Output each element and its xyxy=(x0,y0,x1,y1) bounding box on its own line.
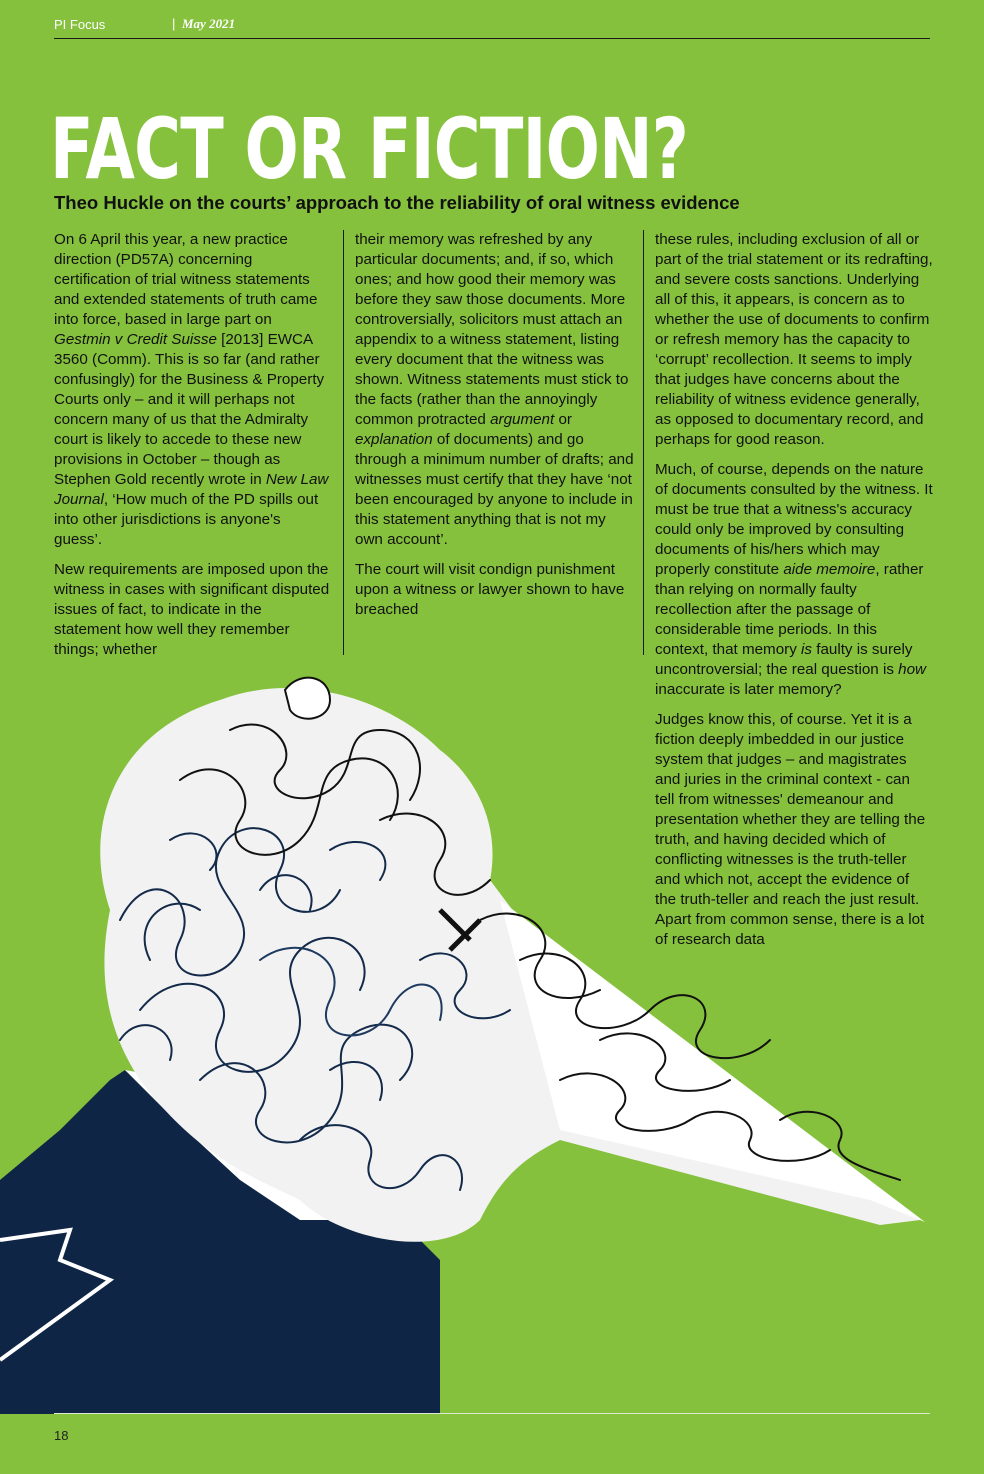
publication-name: PI Focus xyxy=(54,17,106,32)
article-subtitle: Theo Huckle on the courts’ approach to the reliability of oral witness evidence xyxy=(54,192,740,213)
issue-date: May 2021 xyxy=(182,16,236,31)
col1-paragraph-2: New requirements are imposed upon the witness in cases with significant disputed issues of fact, to indicate in the statement how well they remember things; whether xyxy=(54,561,330,658)
col3-paragraph-2: Much, of course, depends on the nature of documents consulted by the witness. It must be true that a witness's accuracy could only be improved by consulting documents of his/hers which may properly constitute aide memoire, rather than relying on normally faulty recollection after the passage of considerable time periods. In this context, that memory is faulty is surely uncontroversial; the real question is how inaccurate is later memory? xyxy=(655,461,933,698)
text-column-2 xyxy=(355,230,635,630)
col2-paragraph-1: their memory was refreshed by any particular documents; and, if so, which ones; and how good their memory was before they saw those documents. More controversially, solicitors must attach an appendix to a witness statement, listing every document that the witness was shown. Witness statements must stick to the facts (rather than the annoyingly common protracted argument or explanation of documents) and go through a minimum number of drafts; and witnesses must certify that they have ‘not been encouraged by anyone to include in this statement anything that is not my own account’. xyxy=(355,231,634,548)
col1-paragraph-1: On 6 April this year, a new practice direction (PD57A) concerning certification of trial witness statements and extended statements of truth came into force, based in large part on Gestmin v Credit Suisse [2013] EWCA 3560 (Comm). This is so far (and rather confusingly) for the Business & Property Courts only – and it will perhaps not concern many of us that the Admiralty court is likely to accede to these new provisions in October – though as Stephen Gold recently wrote in New Law Journal, ‘How much of the PD spills out into other jurisdictions is anyone's guess’. xyxy=(54,231,329,548)
text-column-3 xyxy=(655,230,933,960)
footer-rule xyxy=(54,1413,930,1414)
col3-paragraph-1: these rules, including exclusion of all or part of the trial statement or its redrafting, and severe costs sanctions. Underlying all of this, it appears, is concern as to whether the use of documents to confirm or refresh memory has the capacity to ‘corrupt’ recollection. It seems to imply that judges have concerns about the reliability of witness evidence generally, as opposed to documentary record, and perhaps for good reason. xyxy=(655,231,933,448)
running-header xyxy=(54,14,930,39)
page-number: 18 xyxy=(54,1428,69,1443)
col3-paragraph-3: Judges know this, of course. Yet it is a fiction deeply imbedded in our justice system that judges – and magistrates and juries in the criminal context - can tell from witnesses' demeanour and presentation whether they are telling the truth, and having decided which of conflicting witnesses is the truth-teller and which not, accept the evidence of the truth-teller and reach the just result. Apart from common sense, there is a lot of research data xyxy=(655,711,926,948)
column-rule-1 xyxy=(343,230,344,655)
text-column-1 xyxy=(54,230,332,670)
header-separator: | xyxy=(172,16,176,31)
col2-paragraph-2: The court will visit condign punishment upon a witness or lawyer shown to have breached xyxy=(355,561,625,618)
column-rule-2 xyxy=(643,230,644,655)
article-title: FACT OR FICTION? xyxy=(50,100,689,198)
